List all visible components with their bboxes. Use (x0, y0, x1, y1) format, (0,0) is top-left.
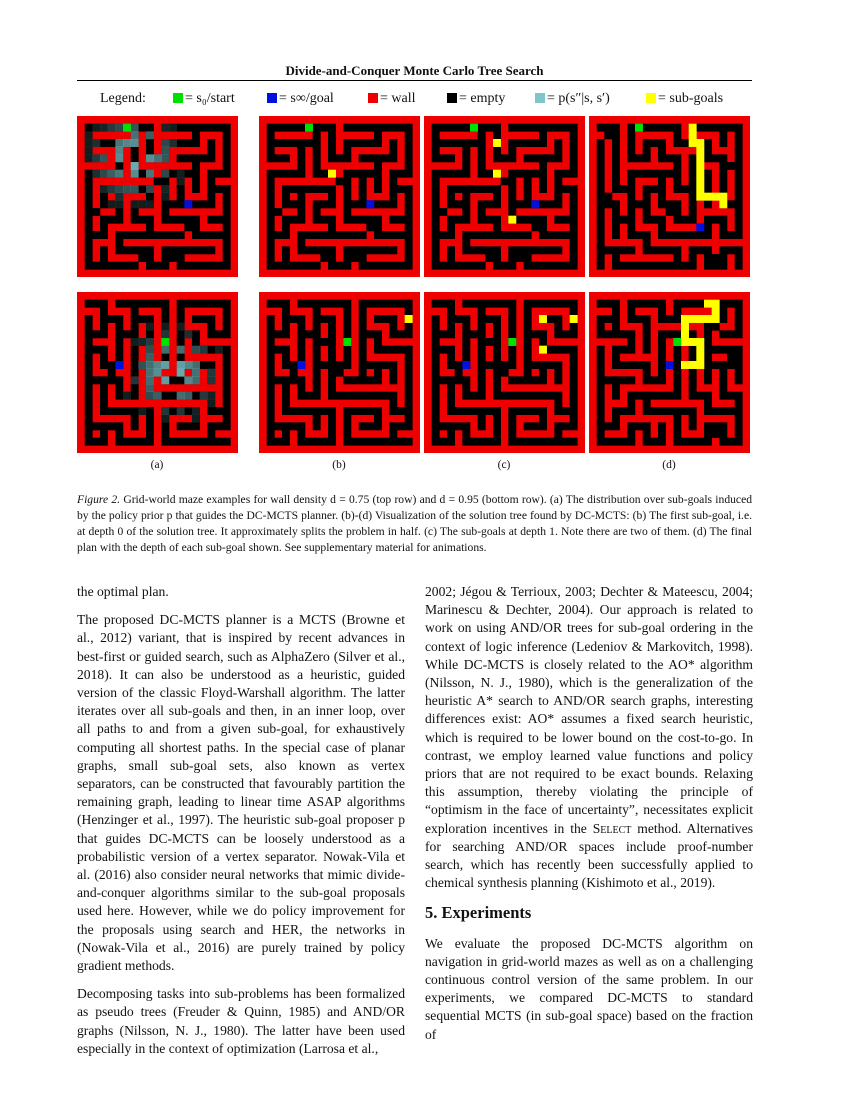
goal-cell (184, 200, 192, 208)
start-cell (305, 124, 313, 132)
figure-2 (0, 0, 850, 480)
paragraph-and-or: 2002; Jégou & Terrioux, 2003; Dechter & Mateescu, 2004; Marinescu & Dechter, 2004). Our approach is related to work on using AND/OR trees for sub-goal ordering in the context of logic inference (Ledeniov & Markovitch, 1998). While DC-MCTS is closely related to the AO* algorithm (Nilsson, N. J., 1980), which is the generalization of the heuristic A* search to AND/OR search graphs, interesting differences exist: AO* assumes a fixed search heuristic, which is required to be lower bound on the cost-to-go. In contrast, we employ learned value functions and policy priors that are not required to be exact bounds. Relaxing this assumption, thereby violating the principle of “optimism in the face of uncertainty”, necessitates explicit exploration incentives in the Select method. Alternatives for searching AND/OR spaces include proof-number search, which has recently been successfully applied to chemical synthesis planning (Kishimoto et al., 2019). (425, 584, 753, 891)
subgoal-cell (689, 131, 697, 139)
legend-item-prior: = p(s″|s, s′) (535, 90, 610, 108)
subgoal-cell (539, 315, 547, 323)
subgoal-cell (704, 315, 712, 323)
subgoal-cell (493, 170, 501, 178)
subfig-label-d: (d) (662, 459, 676, 471)
start-cell (508, 338, 516, 346)
subgoal-cell (719, 200, 727, 208)
subgoal-cell (696, 353, 704, 361)
subfig-label-a: (a) (150, 459, 164, 471)
goal-cell (115, 361, 123, 369)
paragraph-decomposing: Decomposing tasks into sub-problems has been formalized as pseudo trees (Freuder & Quinn, 1985) and AND/OR graphs (Nilsson, N. J., 1980). The latter have been used especially in the context of optimization (Larrosa et al., (77, 986, 405, 1056)
right-column (425, 583, 753, 1054)
goal-cell (531, 200, 539, 208)
maze-bottom-a (77, 292, 238, 453)
subgoal-cell (712, 300, 720, 308)
running-title: Divide-and-Conquer Monte Carlo Tree Search (285, 63, 544, 78)
subgoal-cell (696, 177, 704, 185)
subgoal-cell (689, 361, 697, 369)
caption-text: Grid-world maze examples for wall density d = 0.75 (top row) and d = 0.95 (bottom row). (a) The distribution over sub-goals induced by the policy prior p that guides the DC-MCTS planner. (b)-(d) Visualization of the solution tree found by DC-MCTS: (b) The first sub-goal, i.e. at depth 0 of the solution tree. It approximately splits the problem in half. (c) The sub-goals at depth 1. Note there are two of them. (d) The final plan with the depth of each sub-goal shown. See supplementary material for animations. (77, 493, 753, 554)
maze-bottom-c (424, 292, 585, 453)
subgoal-cell (696, 193, 704, 201)
legend-item-goal: = s∞/goal (267, 90, 334, 108)
subgoal-cell (696, 147, 704, 155)
subgoal-cell (681, 323, 689, 331)
subgoal-cell (689, 315, 697, 323)
subgoal-cell (712, 193, 720, 201)
subfig-label-b: (b) (332, 459, 346, 471)
subgoal-cell (696, 346, 704, 354)
paragraph-experiments: We evaluate the proposed DC-MCTS algorithm on navigation in grid-world mazes as well as on a challenging continuous control version of the same problem. In our experiments, we compared DC-MCTS to standard sequential MCTS (in sub-goal space) based on the fraction of (425, 935, 753, 1042)
goal-cell (666, 361, 674, 369)
subgoal-cell (696, 315, 704, 323)
maze-bottom-b (259, 292, 420, 453)
legend-item-subgoals: = sub-goals (646, 90, 723, 108)
subgoal-cell (696, 154, 704, 162)
subgoal-cell (719, 193, 727, 201)
subgoal-cell (712, 307, 720, 315)
subgoal-cell (681, 361, 689, 369)
subgoal-cell (689, 139, 697, 147)
maze-top-c (424, 116, 585, 277)
subgoal-cell (681, 315, 689, 323)
caption-label: Figure 2. (77, 493, 121, 506)
subgoal-cell (570, 315, 578, 323)
subgoal-cell (696, 162, 704, 170)
subgoal-cell (696, 185, 704, 193)
start-cell (635, 124, 643, 132)
section-heading-experiments: 5. Experiments (425, 903, 532, 923)
subgoal-cell (689, 338, 697, 346)
legend-label: Legend: (100, 91, 146, 106)
left-column (77, 583, 405, 1068)
subgoal-cell (681, 330, 689, 338)
subgoal-cell (493, 139, 501, 147)
legend-item-start: = s₀/start (173, 90, 235, 108)
figure-caption (77, 492, 752, 556)
goal-cell (696, 223, 704, 231)
maze-top-a (77, 116, 238, 277)
maze-top-b (259, 116, 420, 277)
subgoal-cell (689, 124, 697, 132)
maze-top-d (589, 116, 750, 277)
start-cell (343, 338, 351, 346)
subgoal-cell (696, 170, 704, 178)
select-method-name: Select (592, 820, 632, 836)
subgoal-cell (704, 300, 712, 308)
start-cell (470, 124, 478, 132)
subgoal-cell (405, 315, 413, 323)
paragraph-continuation: the optimal plan. (77, 584, 169, 599)
subgoal-cell (712, 315, 720, 323)
legend-item-wall: = wall (368, 90, 416, 108)
subgoal-cell (539, 346, 547, 354)
goal-cell (366, 200, 374, 208)
goal-cell (297, 361, 305, 369)
subgoal-cell (328, 170, 336, 178)
start-cell (123, 124, 131, 132)
subgoal-cell (704, 193, 712, 201)
subgoal-cell (508, 216, 516, 224)
goal-cell (462, 361, 470, 369)
subgoal-cell (696, 139, 704, 147)
legend-item-empty: = empty (447, 90, 505, 108)
start-cell (161, 338, 169, 346)
subgoal-cell (696, 338, 704, 346)
subfig-label-c: (c) (497, 459, 511, 471)
start-cell (673, 338, 681, 346)
maze-bottom-d (589, 292, 750, 453)
subgoal-cell (681, 338, 689, 346)
paragraph-dc-mcts: The proposed DC-MCTS planner is a MCTS (Browne et al., 2012) variant, that is inspired by recent advances in best-first or guided search, such as AlphaZero (Silver et al., 2018). It can also be understood as a heuristic, guided version of the classic Floyd-Warshall algorithm. The latter iterates over all sub-goals and then, in an inner loop, over all paths to and from a given sub-goal, for exhaustively computing all shortest paths. In the special case of planar graphs, small sub-goal sets, also known as vertex separators, can be constructed that favourably partition the remaining graph, leading to linear time ASAP algorithms (Henzinger et al., 1997). The heuristic sub-goal proposer p that guides DC-MCTS can be loosely understood as a probabilistic version of a vertex separator. Nowak-Vila et al. (2016) also consider neural networks that mimic divide-and-conquer algorithms similar to the sub-goal proposals used here. However, while we do policy improvement for the proposals using search and HER, the networks in (Nowak-Vila et al., 2016) are purely trained by policy gradient methods. (77, 612, 405, 974)
subgoal-cell (696, 361, 704, 369)
